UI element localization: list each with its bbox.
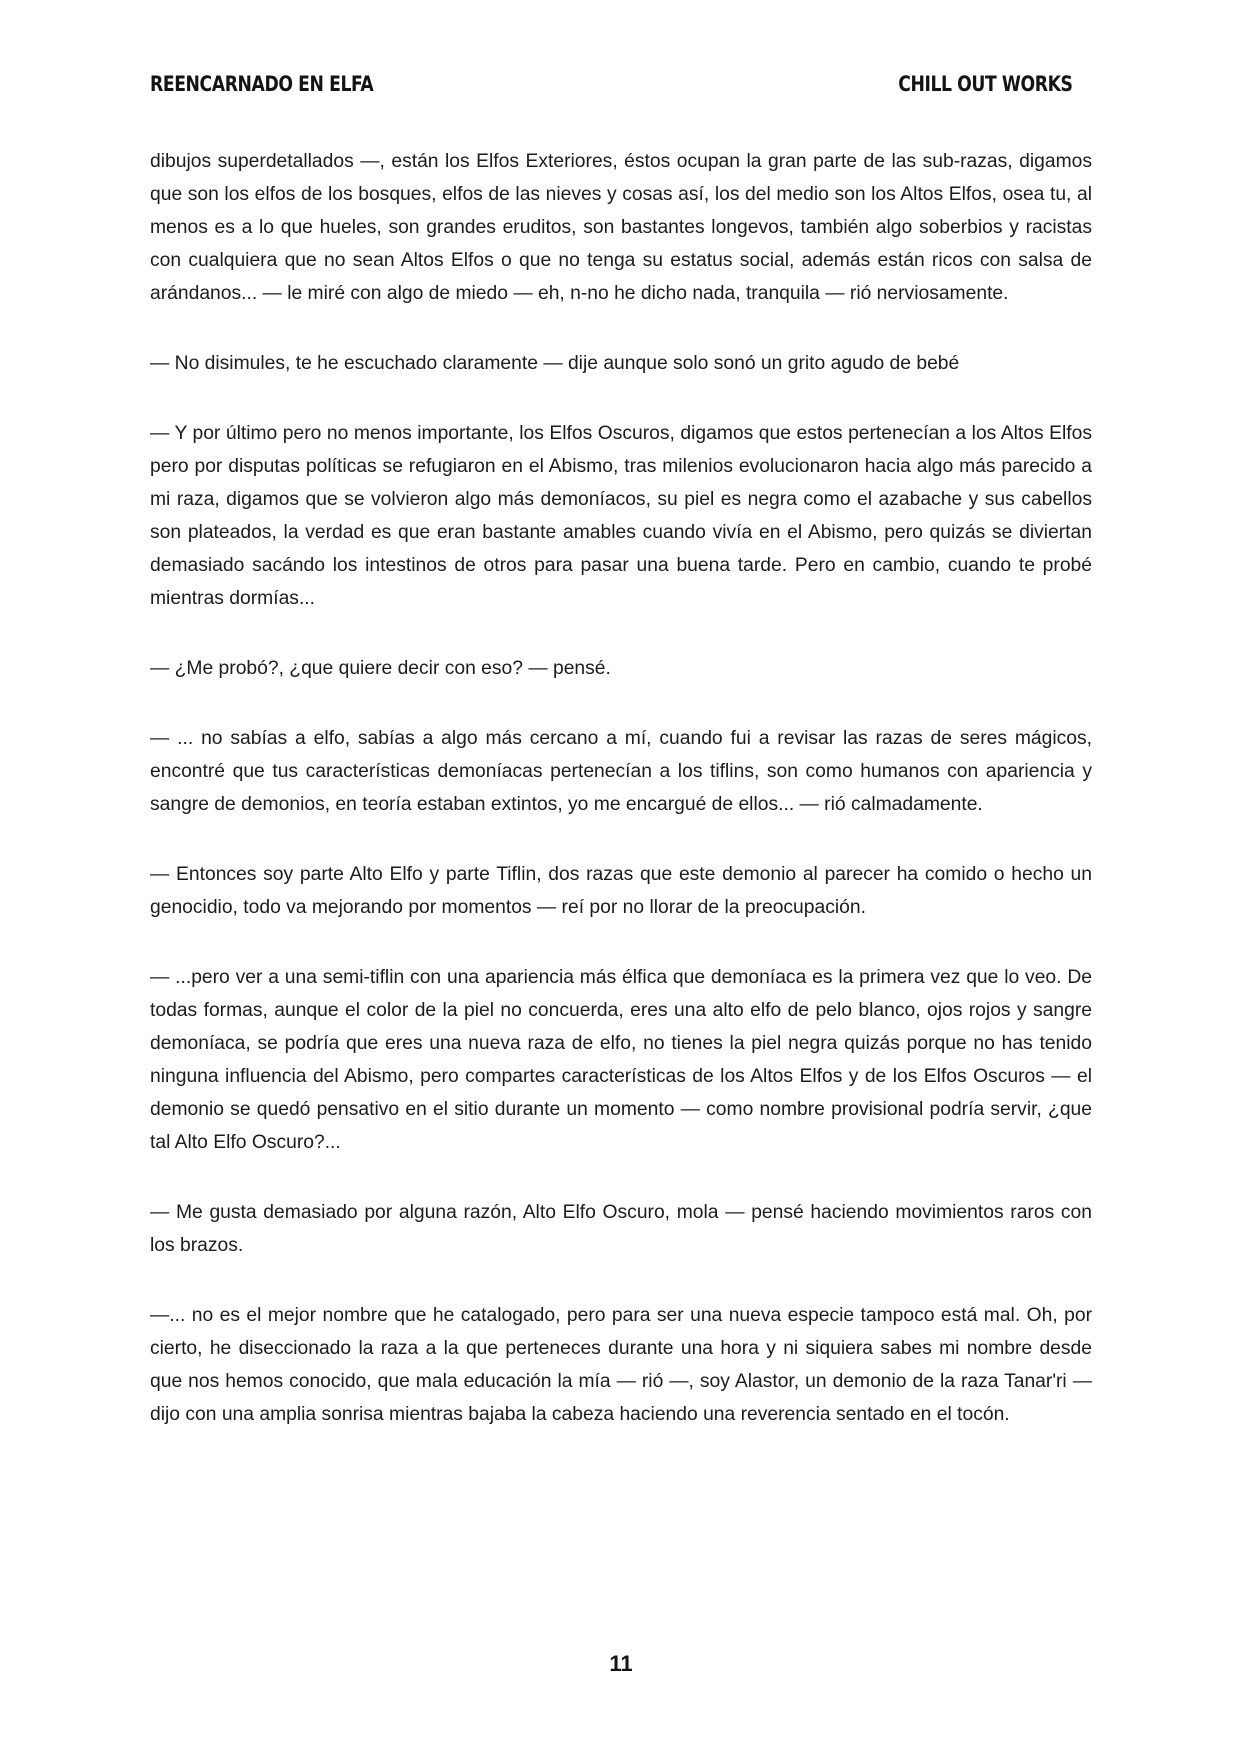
page-header [150, 72, 1072, 102]
publisher-name: CHILL OUT WORKS [897, 72, 1072, 96]
paragraph: — ¿Me probó?, ¿que quiere decir con eso? — pensé. [150, 658, 611, 679]
chapter-body [150, 145, 1092, 1468]
paragraph: dibujos superdetallados —, están los Elfos Exteriores, éstos ocupan la gran parte de las sub-razas, digamos que son los elfos de los bosques, elfos de las nieves y cosas así, los del medio son los Altos Elfos, osea tu, al menos es a lo que hueles, son grandes eruditos, son bastantes longevos, también algo soberbios y racistas con cualquiera que no sean Altos Elfos o que no tenga su estatus social, además están ricos con salsa de arándanos... — le miré con algo de miedo — eh, n-no he dicho nada, tranquila — rió nerviosamente. [150, 151, 1092, 304]
paragraph: — ...pero ver a una semi-tiflin con una apariencia más élfica que demoníaca es la primera vez que lo veo. De todas formas, aunque el color de la piel no concuerda, eres una alto elfo de pelo blanco, ojos rojos y sangre demoníaca, se podría que eres una nueva raza de elfo, no tienes la piel negra quizás porque no has tenido ninguna influencia del Abismo, pero compartes características de los Altos Elfos y de los Elfos Oscuros — el demonio se quedó pensativo en el sitio durante un momento — como nombre provisional podría servir, ¿que tal Alto Elfo Oscuro?... [150, 967, 1092, 1153]
paragraph: — Y por último pero no menos importante, los Elfos Oscuros, digamos que estos pertenecían a los Altos Elfos pero por disputas políticas se refugiaron en el Abismo, tras milenios evolucionaron hacia algo más parecido a mi raza, digamos que se volvieron algo más demoníacos, su piel es negra como el azabache y sus cabellos son plateados, la verdad es que eran bastante amables cuando vivía en el Abismo, pero quizás se diviertan demasiado sacándo los intestinos de otros para pasar una buena tarde. Pero en cambio, cuando te probé mientras dormías... [150, 423, 1092, 609]
page-number: 11 [609, 1651, 633, 1676]
paragraph: — No disimules, te he escuchado claramente — dije aunque solo sonó un grito agudo de bebé [150, 353, 960, 374]
book-title: REENCARNADO EN ELFA [150, 72, 374, 96]
paragraph: —... no es el mejor nombre que he catalogado, pero para ser una nueva especie tampoco está mal. Oh, por cierto, he diseccionado la raza a la que perteneces durante una hora y ni siquiera sabes mi nombre desde que nos hemos conocido, que mala educación la mía — rió —, soy Alastor, un demonio de la raza Tanar'ri — dijo con una amplia sonrisa mientras bajaba la cabeza haciendo una reverencia sentado en el tocón. [150, 1305, 1092, 1425]
paragraph: — ... no sabías a elfo, sabías a algo más cercano a mí, cuando fui a revisar las razas de seres mágicos, encontré que tus características demoníacas pertenecían a los tiflins, son como humanos con apariencia y sangre de demonios, en teoría estaban extintos, yo me encargué de ellos... — rió calmadamente. [150, 728, 1092, 815]
paragraph: — Entonces soy parte Alto Elfo y parte Tiflin, dos razas que este demonio al parecer ha comido o hecho un genocidio, todo va mejorando por momentos — reí por no llorar de la preocupación. [150, 864, 1092, 918]
paragraph: — Me gusta demasiado por alguna razón, Alto Elfo Oscuro, mola — pensé haciendo movimientos raros con los brazos. [150, 1202, 1092, 1256]
